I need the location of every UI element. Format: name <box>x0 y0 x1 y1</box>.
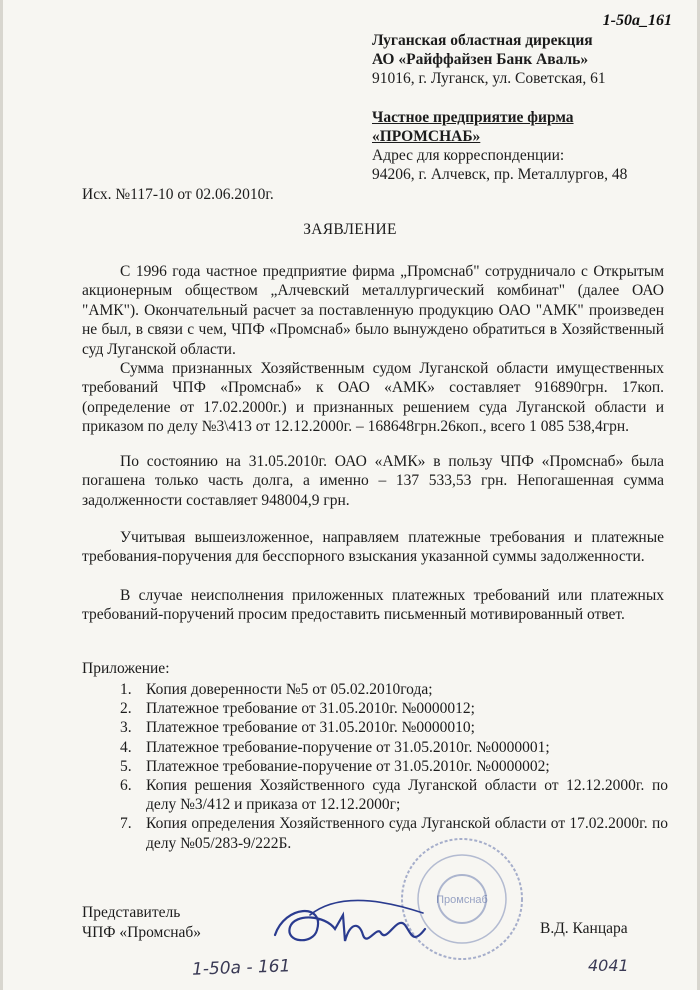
list-item-text: Копия решения Хозяйственного суда Луганской области от 12.12.2000г. по делу №3/412 и приказа от 12.12.2000г; <box>146 777 668 814</box>
list-item <box>120 718 668 737</box>
list-item-number: 2. <box>120 700 132 718</box>
handwritten-number: 4041 <box>588 956 629 975</box>
handwritten-reference-bottom: 1-50а - 161 <box>191 956 291 980</box>
list-item <box>120 699 668 718</box>
paragraph-1 <box>82 262 664 359</box>
signatory-role-line-1: Представитель <box>82 904 181 921</box>
list-item <box>120 776 668 814</box>
recipient-line-1: Луганская областная дирекция <box>372 32 593 49</box>
attachments-label: Приложение: <box>82 660 170 677</box>
recipient-address <box>372 31 672 88</box>
list-item-text: Платежное требование-поручение от 31.05.2010г. №0000001; <box>146 738 550 756</box>
paragraph-3-text: По состоянию на 31.05.2010г. ОАО «АМК» в пользу ЧПФ «Промснаб» была погашена только часть долга, а именно – 137 533,53 грн. Непогашенная сумма задолженности составляет 948004,9 грн. <box>82 453 664 509</box>
paragraph-2-text: Сумма признанных Хозяйственным судом Луганской области имущественных требований ЧПФ «Промснаб» к ОАО «АМК» составляет 916890грн. 17коп. (определение от 17.02.2000г.) и признанных решением суда Луганской области и приказом по делу №3\413 от 12.12.2000г. – 168648грн.26коп., всего 1 085 538,4грн. <box>82 360 664 436</box>
page-edge-left <box>0 0 3 990</box>
paragraph-4-text: Учитывая вышеизложенное, направляем платежные требования и платежные требования-поручения для бесспорного взыскания указанной суммы задолженности. <box>82 529 664 566</box>
recipient-line-2: АО «Райффайзен Банк Аваль» <box>372 51 589 68</box>
list-item <box>120 814 668 852</box>
paragraph-5-text: В случае неисполнения приложенных платежных требований или платежных требований-поручений просим предоставить письменный мотивированный ответ. <box>82 587 664 624</box>
paragraph-5 <box>82 586 664 625</box>
paragraph-1-text: С 1996 года частное предприятие фирма „Промснаб" сотрудничало с Открытым акционерным обществом „Алчевский металлургический комбинат" (далее ОАО "АМК"). Окончательный расчет за поставленную продукцию ОАО "АМК" произведен не был, в связи с чем, ЧПФ «Промснаб» было вынуждено обратиться в Хозяйственный суд Луганской области. <box>82 263 664 358</box>
list-item-text: Копия определения Хозяйственного суда Луганской области от 17.02.2000г. по делу №05/283-9/222Б. <box>146 815 668 852</box>
signatory-role <box>82 903 201 943</box>
sender-line-1: Частное предприятие фирма <box>372 109 574 126</box>
handwritten-reference-top: 1-50а_161 <box>602 12 672 29</box>
list-item-number: 6. <box>120 777 132 795</box>
signatory-role-line-2: ЧПФ «Промснаб» <box>82 924 202 941</box>
signatory-name: В.Д. Канцара <box>540 920 628 937</box>
list-item-number: 7. <box>120 815 132 833</box>
list-item-number: 4. <box>120 738 132 756</box>
list-item <box>120 680 668 699</box>
list-item-text: Платежное требование-поручение от 31.05.2010г. №0000002; <box>146 757 550 775</box>
list-item-text: Платежное требование от 31.05.2010г. №0000012; <box>146 700 475 718</box>
recipient-line-3: 91016, г. Луганск, ул. Советская, 61 <box>372 70 606 87</box>
sender-line-3: Адрес для корреспонденции: <box>372 147 565 164</box>
handwritten-signature <box>255 885 435 965</box>
sender-address <box>372 108 672 184</box>
stamp-center-text: Промснаб <box>436 894 488 906</box>
paragraph-3 <box>82 452 664 510</box>
list-item-number: 3. <box>120 719 132 737</box>
list-item-text: Копия доверенности №5 от 05.02.2010года; <box>146 681 433 698</box>
sender-line-4: 94206, г. Алчевск, пр. Металлургов, 48 <box>372 166 628 183</box>
list-item <box>120 738 668 757</box>
list-item <box>120 757 668 776</box>
list-item-number: 5. <box>120 757 132 775</box>
paragraph-2 <box>82 359 664 437</box>
document-title: ЗАЯВЛЕНИЕ <box>303 221 397 238</box>
list-item-number: 1. <box>120 681 132 698</box>
list-item-text: Платежное требование от 31.05.2010г. №0000010; <box>146 719 475 737</box>
sender-line-2: «ПРОМСНАБ» <box>372 128 481 145</box>
attachments-list <box>120 680 668 853</box>
outgoing-number: Исх. №117-10 от 02.06.2010г. <box>82 186 274 203</box>
paragraph-4 <box>82 528 664 567</box>
